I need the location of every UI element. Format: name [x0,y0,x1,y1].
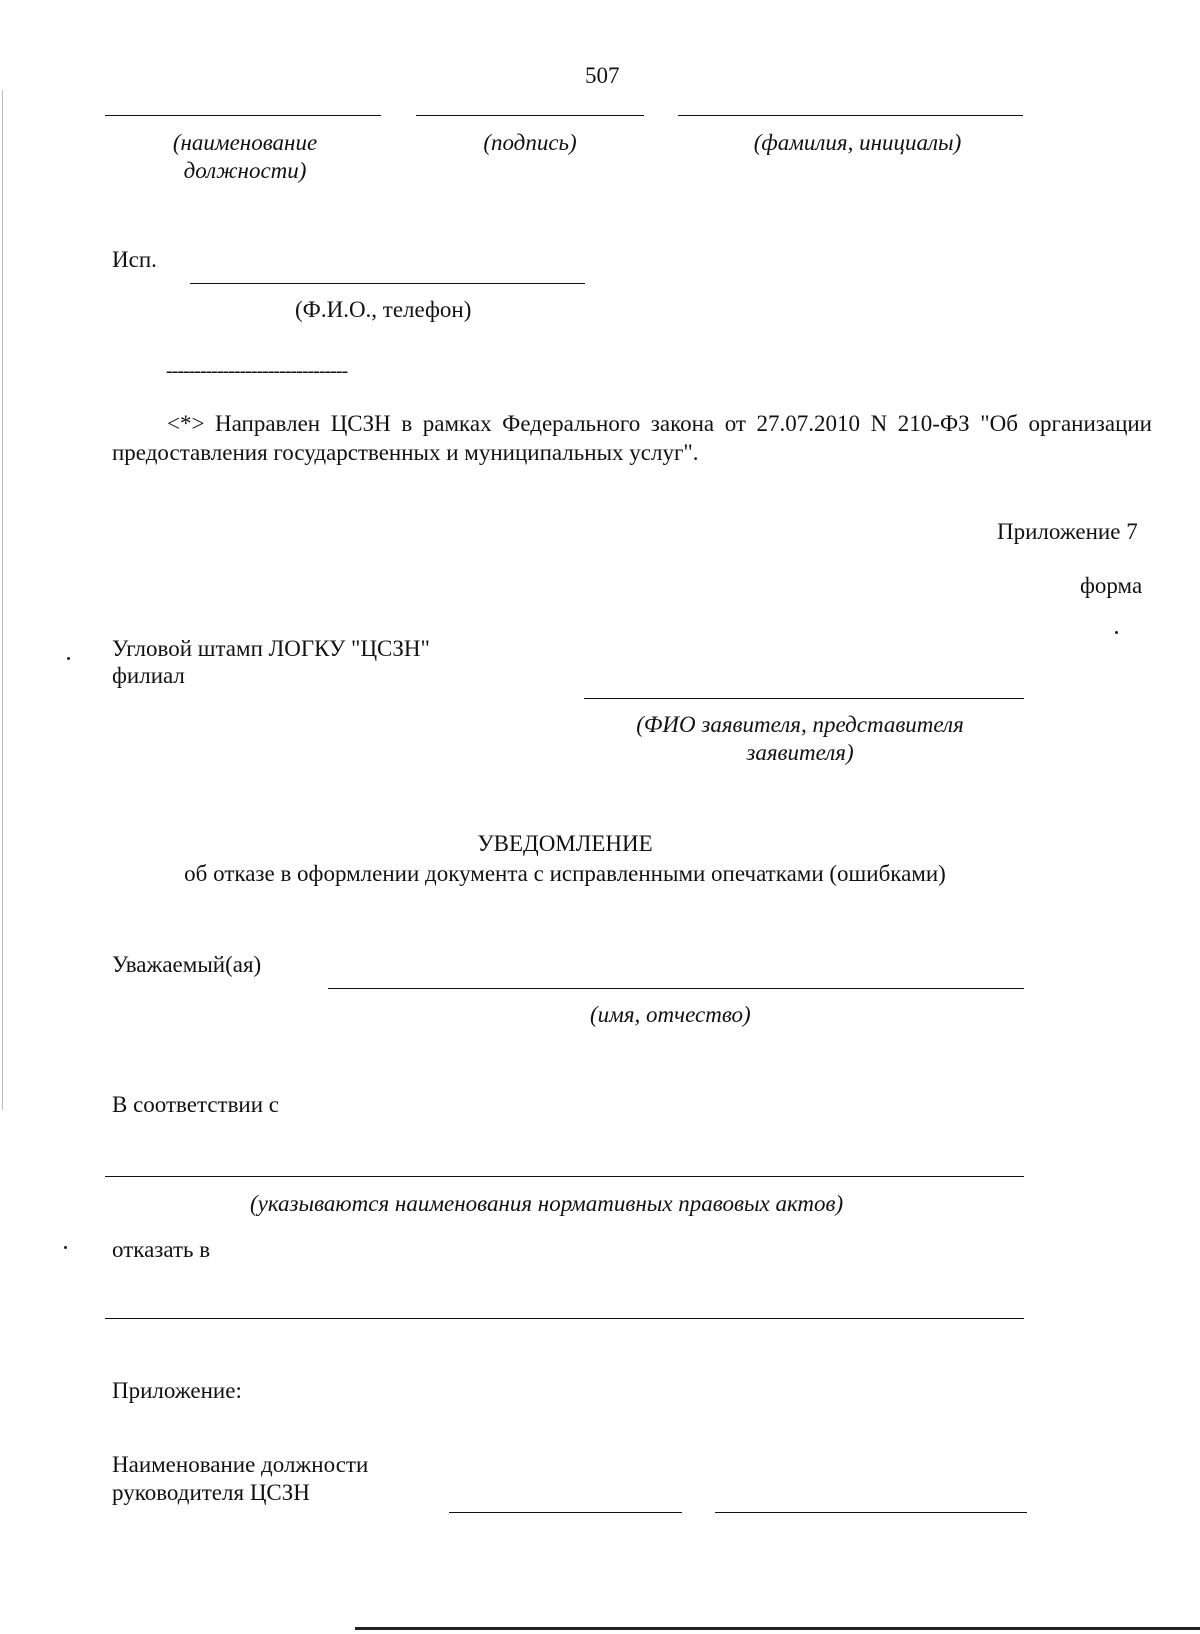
notice-title: УВЕДОМЛЕНИЕ [477,831,653,856]
head-signature-line [449,1512,682,1513]
name-line [678,115,1023,116]
executor-caption: (Ф.И.О., телефон) [295,297,472,322]
head-position-line-1: Наименование должности [112,1452,369,1477]
refuse-line [105,1318,1024,1319]
greeting-caption: (имя, отчество) [590,1002,751,1027]
applicant-line [584,698,1024,699]
position-line [105,115,381,116]
greeting-line [328,988,1024,989]
scan-speck [67,657,70,660]
signature-caption: (подпись) [483,130,577,155]
scan-speck [64,1246,67,1249]
basis-label: В соответствии с [112,1092,280,1117]
attachment-label: Приложение: [112,1378,242,1403]
scan-bottom-edge [355,1627,1200,1630]
page-number: 507 [585,63,620,88]
basis-line [105,1176,1024,1177]
stamp-line-1: Угловой штамп ЛОГКУ "ЦСЗН" [112,636,430,661]
refuse-label: отказать в [112,1237,211,1262]
applicant-caption: (ФИО заявителя, представителя заявителя) [636,712,964,765]
notice-subtitle: об отказе в оформлении документа с исправленными опечатками (ошибками) [184,861,946,886]
appendix-title: Приложение 7 [997,519,1138,544]
footnote-separator: -------------------------------- [166,360,348,382]
greeting-label: Уважаемый(ая) [112,952,262,977]
basis-caption: (указываются наименования нормативных правовых актов) [250,1191,844,1216]
position-caption: (наименование должности) [172,130,318,183]
stamp-line-2: филиал [112,663,185,688]
executor-line [190,283,585,284]
form-label: форма [1080,573,1143,598]
name-caption: (фамилия, инициалы) [753,130,962,155]
executor-label: Исп. [112,247,157,272]
head-position-line-2: руководителя ЦСЗН [112,1480,310,1505]
scan-speck [1115,631,1118,634]
footnote-text: <*> Направлен ЦСЗН в рамках Федерального закона от 27.07.2010 N 210-ФЗ "Об организации предоставления государственных и муниципальных услуг". [112,411,1152,465]
scan-edge-shadow [2,90,3,1110]
head-name-line [715,1512,1027,1513]
signature-line [416,115,644,116]
